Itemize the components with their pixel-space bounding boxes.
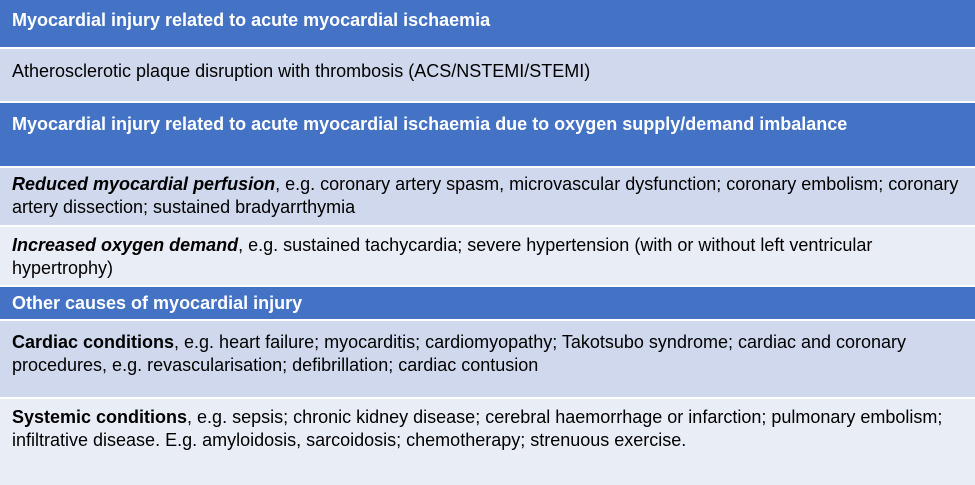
row-lead: Systemic conditions: [12, 407, 188, 427]
table-row: [0, 227, 975, 285]
row-lead: Cardiac conditions: [12, 332, 175, 352]
row-text: , e.g. sustained tachycardia; severe hypertension (with or without left ventricular hypertrophy): [12, 235, 873, 278]
row-text: , e.g. sepsis; chronic kidney disease; cerebral haemorrhage or infarction; pulmonary embolism; infiltrative disease. E.g. amyloidosis, sarcoidosis; chemotherapy; strenuous exercise.: [12, 407, 943, 450]
row-text: Atherosclerotic plaque disruption with thrombosis (ACS/NSTEMI/STEMI): [12, 61, 591, 81]
row-text: , e.g. heart failure; myocarditis; cardiomyopathy; Takotsubo syndrome; cardiac and coronary procedures, e.g. revascularisation; defibrillation; cardiac contusion: [12, 332, 907, 375]
table-row: [0, 399, 975, 485]
section-header: Myocardial injury related to acute myocardial ischaemia due to oxygen supply/demand imbalance: [0, 103, 975, 166]
row-lead: Increased oxygen demand: [12, 235, 239, 255]
section-header: Other causes of myocardial injury: [0, 287, 975, 319]
table-row: [0, 168, 975, 225]
row-lead: Reduced myocardial perfusion: [12, 174, 276, 194]
section-header: Myocardial injury related to acute myocardial ischaemia: [0, 0, 975, 47]
table-row: [0, 49, 975, 101]
row-text: , e.g. coronary artery spasm, microvascular dysfunction; coronary embolism; coronary artery dissection; sustained bradyarrthymia: [12, 174, 959, 217]
table-row: [0, 321, 975, 397]
